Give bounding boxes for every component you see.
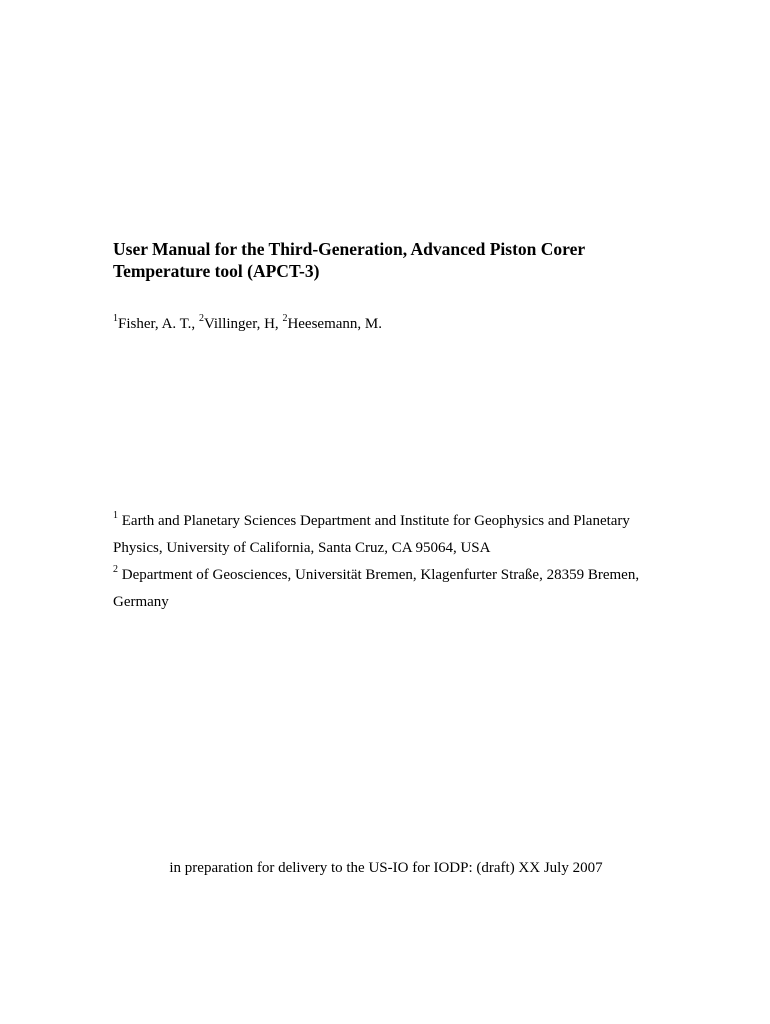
affiliation-1 (113, 511, 630, 531)
affiliation-2 (113, 565, 639, 585)
preparation-note (0, 858, 770, 878)
author-2-name: Villinger, H, (203, 316, 283, 332)
affiliation-2-line-1: Department of Geosciences, Universität Bremen, Klagenfurter Straße, 28359 Bremen, (118, 567, 640, 583)
preparation-note-text: in preparation for delivery to the US-IO for IODP: (draft) XX July 2007 (169, 860, 603, 876)
affiliation-1-line-2: Physics, University of California, Santa Cruz, CA 95064, USA (113, 540, 491, 556)
author-1-affiliation-marker: 1 (113, 313, 118, 324)
author-3-affiliation-marker: 2 (282, 313, 288, 324)
author-2-affiliation-marker: 2 (198, 313, 204, 324)
affiliation-1-continued (113, 538, 490, 558)
document-title (113, 238, 673, 282)
affiliation-1-line-1: Earth and Planetary Sciences Department and Institute for Geophysics and Planetary (118, 513, 630, 529)
author-3-name: Heesemann, M. (287, 316, 382, 332)
affiliation-2-continued (113, 592, 169, 612)
title-line-1: User Manual for the Third-Generation, Advanced Piston Corer (113, 239, 586, 259)
author-list (113, 314, 382, 334)
title-line-2: Temperature tool (APCT-3) (113, 261, 320, 281)
author-1-name: Fisher, A. T., (118, 316, 199, 332)
affiliation-2-line-2: Germany (113, 594, 169, 610)
affiliation-2-marker: 2 (113, 564, 118, 575)
affiliation-1-marker: 1 (113, 510, 118, 521)
